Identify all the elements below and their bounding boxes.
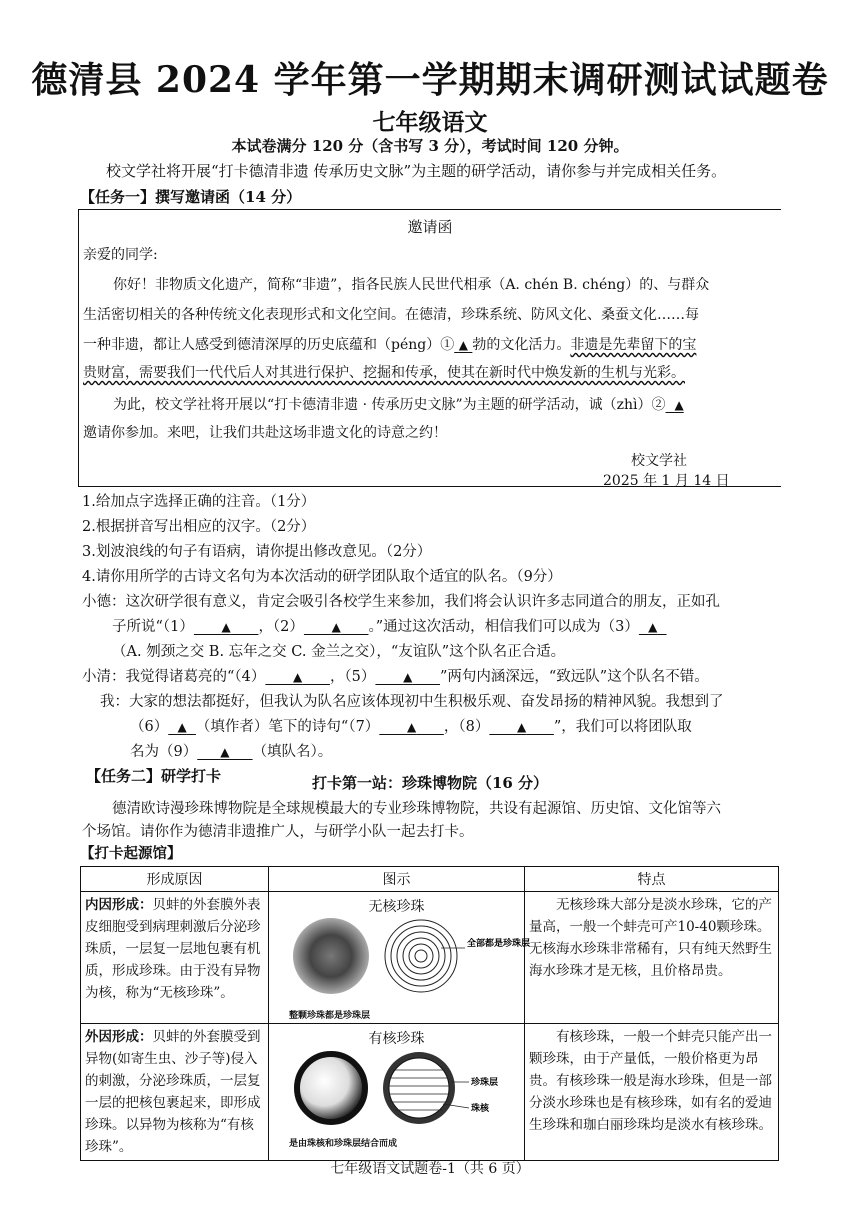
diagram-title: 有核珍珠 — [368, 1031, 425, 1047]
letter-line-3b: 勃的文化活力。 — [472, 337, 571, 353]
table-row — [81, 1024, 779, 1161]
question-1: 1.给加点字选择正确的注音。（1分） — [82, 494, 316, 510]
cause-label: 外因形成： — [85, 1029, 153, 1045]
diagram-cell — [269, 1024, 525, 1161]
blank-q9: ▲ — [220, 745, 230, 759]
blank-1: ▲ — [458, 338, 468, 352]
me-line-2: （6） ▲ （填作者）笔下的诗句“（7） ▲ ，（8） ▲ ”，我们可以将团队取 — [130, 719, 692, 735]
diagram-caption: 整颗珍珠都是珍珠层 — [289, 1011, 371, 1021]
exam-meta: 本试卷满分 120 分（含书写 3 分），考试时间 120 分钟。 — [231, 137, 629, 155]
task1-heading: 【任务一】撰写邀请函（14 分） — [80, 188, 302, 206]
wavy-sentence-b: 贵财富，需要我们一代代后人对其进行保护、挖掘和传承，使其在新时代中焕发新的生机与光彩。 — [83, 365, 685, 381]
xiaode-line-1: 小德：这次研学很有意义，肯定会吸引各校学生来参加，我们将会认识许多志同道合的朋友，正如孔 — [82, 594, 720, 610]
table-header-row — [81, 867, 779, 892]
task2-heading: 【任务二】研学打卡 — [86, 767, 222, 785]
museum-para-2: 个场馆。请你作为德清非遗推广人，与研学小队一起去打卡。 — [82, 824, 474, 840]
diagram-caption: 是由珠核和珍珠层结合而成 — [289, 1139, 398, 1149]
question-3: 3.划波浪线的句子有语病，请你提出修改意见。（2分） — [82, 544, 432, 560]
museum-para-1: 德清欧诗漫珍珠博物院是全球规模最大的专业珍珠博物院，共设有起源馆、历史馆、文化馆等六 — [112, 801, 721, 817]
blank-q3: ▲ — [648, 620, 658, 634]
page-subtitle: 七年级语文 — [372, 109, 488, 136]
blank-q1: ▲ — [221, 620, 231, 634]
page-footer: 七年级语文试题卷-1（共 6 页） — [330, 1161, 530, 1177]
blank-q5: ▲ — [403, 670, 413, 684]
pearl-photo-icon — [293, 918, 369, 994]
core-section-icon — [383, 1052, 455, 1124]
letter-line-4 — [83, 362, 685, 382]
pearl-table — [80, 866, 779, 1161]
nucleated-pearl-diagram — [273, 1048, 519, 1132]
letter-line-5 — [113, 394, 684, 414]
letter-line-2: 生活密切相关的各种传统文化表现形式和文化空间。在德清，珍珠系统、防风文化、桑蚕文化……每 — [83, 307, 699, 323]
letter-line-6: 邀请你参加。来吧，让我们共赴这场非遗文化的诗意之约！ — [83, 425, 447, 441]
cause-text: 贝蚌的外套膜外表皮细胞受到病理刺激后分泌珍珠质，一层复一层地包裹有机质，形成珍珠。由于没有异物为核，称为“无核珍珠”。 — [85, 897, 261, 1001]
wavy-sentence-a: 非遗是先辈留下的宝 — [570, 337, 697, 353]
cause-text: 贝蚌的外套膜受到异物(如寄生虫、沙子等)侵入的刺激，分泌珍珠质，一层复一层的把核包裹起来，即形成珍珠。以异物为核称为“有核珍珠”。 — [85, 1029, 261, 1155]
header-diagram: 图示 — [269, 867, 525, 892]
xiaoqing-line: 小清：我觉得诸葛亮的“（4） ▲ ，（5） ▲ ”两句内涵深远，“致远队”这个队名不错。 — [82, 669, 709, 685]
layer-label: 珍珠层 — [471, 1078, 499, 1088]
layer-rings-icon — [385, 920, 457, 992]
letter-line-1: 你好！非物质文化遗产，简称“非遗”，指各民族人民世代相承（A. chén B. chéng）的、与群众 — [113, 277, 710, 293]
question-4: 4.请你用所学的古诗文名句为本次活动的研学团队取个适宜的队名。（9分） — [82, 569, 562, 585]
coreless-pearl-diagram — [273, 916, 531, 1004]
me-line-3: 名为（9） ▲ （填队名）。 — [130, 744, 333, 760]
letter-line-3a: 一种非遗，都让人感受到德清深厚的历史底蕴和（péng）① — [83, 337, 455, 353]
origin-hall-heading: 【打卡起源馆】 — [80, 845, 182, 862]
letter-title: 邀请函 — [407, 218, 453, 236]
xiaode-line-2: 子所说“（1） ▲ ，（2） ▲ 。”通过这次活动，相信我们可以成为（3） ▲ — [112, 615, 667, 636]
diagram-cell — [269, 892, 531, 1024]
blank-q8: ▲ — [516, 720, 527, 734]
cause-cell — [81, 892, 269, 1024]
table-row — [81, 892, 779, 1024]
cause-cell — [81, 1024, 269, 1161]
me-line-1: 我：大家的想法都挺好，但我认为队名应该体现初中生积极乐观、奋发昂扬的精神风貌。我想到了 — [100, 694, 724, 710]
feature-cell: 无核珍珠大部分是淡水珍珠，它的产量高，一般一个蚌壳可产10-40颗珍珠。无核海水珍珠非常稀有，只有纯天然野生海水珍珠才是无核，且价格昂贵。 — [525, 892, 779, 1024]
diagram-label: 全部都是珍珠层 — [467, 939, 531, 949]
blank-q2: ▲ — [331, 620, 341, 634]
page-title: 德清县 2024 学年第一学期期末调研测试试题卷 — [31, 59, 829, 101]
diagram-title: 无核珍珠 — [368, 899, 425, 915]
invitation-letter — [78, 209, 781, 487]
blank-q7: ▲ — [406, 720, 417, 734]
question-2: 2.根据拼音写出相应的汉字。（2分） — [82, 519, 316, 535]
letter-date: 2025 年 1 月 14 日 — [603, 473, 730, 489]
feature-cell: 有核珍珠，一般一个蚌壳只能产出一颗珍珠，由于产量低，一般价格更为昂贵。有核珍珠一般是海水珍珠，但是一部分淡水珍珠也是有核珍珠，如有名的爱迪生珍珠和珈白丽珍珠均是淡水有核珍珠。 — [525, 1024, 779, 1161]
xiaode-line-3: （A. 刎颈之交 B. 忘年之交 C. 金兰之交），“友谊队”这个队名正合适。 — [112, 644, 566, 660]
letter-greeting: 亲爱的同学: — [83, 247, 158, 263]
letter-line-5a: 为此，校文学社将开展以“打卡德清非遗 · 传承历史文脉”为主题的研学活动，诚（zhì）② — [113, 397, 666, 413]
blank-q4: ▲ — [293, 670, 303, 684]
blank-2: ▲ — [674, 398, 684, 412]
letter-line-3 — [83, 334, 696, 354]
station-title: 打卡第一站：珍珠博物院（16 分） — [311, 774, 549, 792]
intro-text: 校文学社将开展“打卡德清非遗 传承历史文脉”为主题的研学活动，请你参与并完成相关任务。 — [106, 162, 727, 180]
blank-q6: ▲ — [177, 720, 187, 734]
pearl-photo-icon — [297, 1054, 365, 1122]
letter-signature: 校文学社 — [631, 453, 687, 469]
core-label: 珠核 — [471, 1104, 490, 1114]
header-cause: 形成原因 — [81, 867, 269, 892]
cause-label: 内因形成： — [85, 897, 153, 913]
header-feature: 特点 — [525, 867, 779, 892]
